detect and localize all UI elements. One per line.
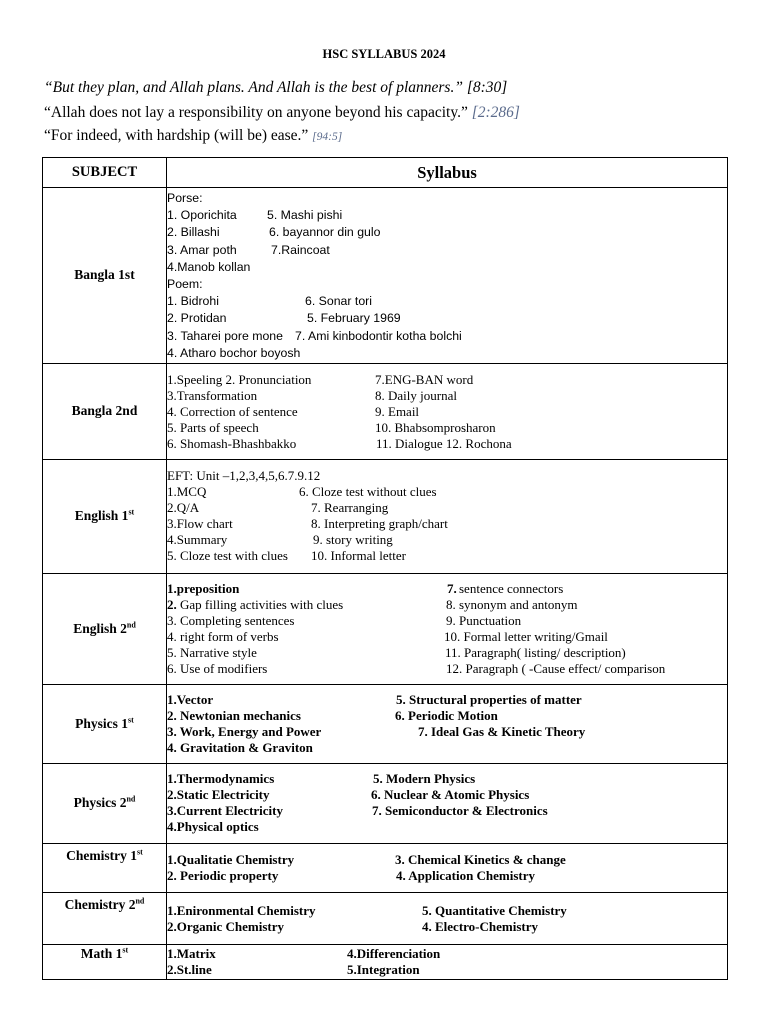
quote-2-ref: [2:286] [471,104,520,121]
subject-bangla-1st: Bangla 1st [43,188,167,364]
syllabus-item-text: 6. Cloze test without clues [299,484,437,500]
syllabus-item-text: 2. Protidan [167,311,227,326]
syllabus-english-2nd [167,573,728,684]
quote-1-ref-open: [ [462,79,473,96]
list-item [167,388,727,404]
subject-english-2nd [43,573,167,684]
subject-math-1st [43,944,167,979]
list-item [167,484,727,500]
quote-2-text: “Allah does not lay a responsibility on anyone beyond his capacity.” [44,104,468,121]
list-item [167,311,727,328]
table-row [43,944,728,979]
subject-label-part: st [122,945,129,955]
syllabus-item-text: 4. Correction of sentence [167,403,298,419]
syllabus-item-text: 4.Differenciation [347,945,441,961]
list-item [167,500,727,516]
syllabus-item-text: 9. story writing [313,532,393,548]
syllabus-item-text: 1. Bidrohi [167,294,219,309]
list-item [167,225,727,242]
syllabus-item-text: 3. Work, Energy and Power [167,724,322,740]
list-item [167,420,727,436]
quote-2 [44,104,520,122]
syllabus-item-text: 6. Use of modifiers [167,660,268,676]
syllabus-item-text: 5. Quantitative Chemistry [422,902,567,918]
table-row [43,573,728,684]
syllabus-item-text: 10. Informal letter [311,548,406,564]
syllabus-item-text: 6. Shomash-Bhashbakko [167,435,297,451]
list-item [167,294,727,311]
list-item [167,692,727,708]
syllabus-item-text: 10. Formal letter writing/Gmail [444,628,608,644]
subject-label-part: nd [135,896,145,906]
list-item [167,404,727,420]
subject-label-part: nd [126,620,136,630]
syllabus-item-text: 1.Matrix [167,945,216,961]
syllabus-item-text: 5. Parts of speech [167,419,259,435]
syllabus-item-text: 7.Raincoat [271,242,330,257]
syllabus-item-text: 1.preposition [167,580,240,596]
subject-label-part: st [128,507,135,517]
syllabus-item-text: 5. Narrative style [167,644,257,660]
list-item [167,468,727,484]
syllabus-item-text: 4.Summary [167,532,228,548]
syllabus-item-text: 5.Integration [347,961,420,977]
syllabus-physics-2nd [167,763,728,843]
list-item [167,243,727,260]
subject-label-part: Chemistry 1 [66,847,138,863]
header-syllabus: Syllabus [167,158,728,188]
subject-english-1st [43,459,167,573]
syllabus-item-text: 1.Vector [167,692,214,708]
syllabus-item-text: 5. Modern Physics [373,771,476,787]
syllabus-item-text: sentence connectors [459,580,564,596]
syllabus-item-text: 3.Current Electricity [167,803,283,819]
syllabus-item-text: 2. [167,596,177,612]
subject-label-part: Math 1 [80,945,123,961]
table-row [43,763,728,843]
header-subject: SUBJECT [43,158,167,188]
syllabus-item-text: 4. Application Chemistry [396,867,536,883]
subject-label-part: st [128,715,134,725]
syllabus-item-text: 4.Physical optics [167,819,259,835]
syllabus-item-text: 4. Electro-Chemistry [422,918,539,934]
syllabus-bangla-2nd [167,363,728,459]
syllabus-item-text: 4. right form of verbs [167,628,279,644]
list-item [167,436,727,452]
subject-physics-2nd [43,763,167,843]
subject-chemistry-1st [43,843,167,892]
subject-label-part: nd [126,794,136,804]
syllabus-item-text: 9. Punctuation [446,612,522,628]
table-row [43,892,728,944]
syllabus-item-text: 12. Paragraph ( -Cause effect/ comparison [446,660,666,676]
syllabus-item-text: 1.MCQ [167,484,207,500]
syllabus-item-text: 6. Periodic Motion [395,708,498,724]
syllabus-item-text: Gap filling activities with clues [180,596,344,612]
list-item [167,260,727,277]
syllabus-table [42,157,728,980]
syllabus-item-text: 4. Gravitation & Graviton [167,740,313,756]
table-row [43,459,728,573]
syllabus-chemistry-1st [167,843,728,892]
list-item [167,516,727,532]
list-item [167,548,727,564]
syllabus-item-text: 3. Completing sentences [167,612,295,628]
subject-label-part: Physics 2 [73,795,127,811]
list-item [167,946,727,962]
list-item [167,903,727,919]
syllabus-item-text: Porse: [167,191,203,205]
syllabus-item-text: 3.Transformation [167,387,258,403]
syllabus-item-text: 3. Taharei pore mone [167,328,283,343]
syllabus-item-text: 5. Structural properties of matter [396,692,582,708]
list-item [167,191,727,208]
syllabus-item-text: 4.Manob kollan [167,259,251,274]
syllabus-item-text: 5. Cloze test with clues [167,548,288,564]
syllabus-item-text: 1.Thermodynamics [167,771,275,787]
list-item [167,346,727,363]
list-item [167,724,727,740]
syllabus-item-text: 9. Email [375,403,420,419]
subject-label-part: English 1 [74,508,129,524]
syllabus-item-text: Poem: [167,276,203,291]
list-item [167,277,727,294]
syllabus-item-text: 1. Oporichita [167,208,237,223]
list-item [167,787,727,803]
list-item [167,819,727,835]
syllabus-item-text: EFT: Unit –1,2,3,4,5,6.7.9.12 [167,468,321,484]
syllabus-item-text: 6. Nuclear & Atomic Physics [371,787,530,803]
syllabus-item-text: 7. [447,580,457,596]
list-item [167,329,727,346]
quote-3-ref: [94:5] [312,131,343,143]
list-item [167,852,727,868]
syllabus-item-text: 5. Mashi pishi [267,208,343,223]
subject-chemistry-2nd [43,892,167,944]
list-item [167,581,727,597]
syllabus-item-text: 1.Enironmental Chemistry [167,902,316,918]
syllabus-item-text: 2.St.line [167,961,212,977]
syllabus-item-text: 8. Daily journal [375,387,457,403]
syllabus-item-text: 11. Paragraph( listing/ description) [445,644,626,660]
syllabus-chemistry-2nd [167,892,728,944]
syllabus-item-text: 7. Ami kinbodontir kotha bolchi [295,328,462,343]
quote-1-text: “But they plan, and Allah plans. And Allah is the best of planners.” [44,79,463,96]
list-item [167,613,727,629]
syllabus-item-text: 3.Flow chart [167,516,233,532]
syllabus-item-text: 2.Static Electricity [167,787,270,803]
list-item [167,208,727,225]
syllabus-item-text: 11. Dialogue 12. Rochona [376,435,512,451]
syllabus-item-text: 8. synonym and antonym [446,596,578,612]
syllabus-item-text: 6. Sonar tori [305,294,372,309]
syllabus-item-text: 1.Speeling 2. Pronunciation [167,371,312,387]
list-item [167,532,727,548]
subject-label-part: st [137,847,143,857]
subject-label-part: Physics 1 [75,715,129,731]
syllabus-item-text: 8. Interpreting graph/chart [311,516,448,532]
syllabus-item-text: 2.Q/A [167,500,200,516]
syllabus-item-text: 2. Periodic property [167,867,279,883]
syllabus-math-1st [167,944,728,979]
list-item [167,919,727,935]
subject-label-part: English 2 [73,620,127,636]
list-item [167,597,727,613]
list-item [167,803,727,819]
syllabus-item-text: 1.Qualitatie Chemistry [167,851,295,867]
syllabus-item-text: 6. bayannor din gulo [269,225,381,240]
syllabus-item-text: 2.Organic Chemistry [167,918,284,934]
syllabus-physics-1st [167,684,728,763]
table-row [43,843,728,892]
syllabus-bangla-1st [167,188,728,364]
syllabus-item-text: 7. Semiconductor & Electronics [372,803,548,819]
subject-label-part: Chemistry 2 [64,896,136,912]
syllabus-item-text: 3. Chemical Kinetics & change [395,851,566,867]
syllabus-item-text: 2. Billashi [167,225,220,240]
quote-3-text: “For indeed, with hardship (will be) ease.” [44,127,309,144]
quote-1 [44,79,507,97]
list-item [167,661,727,677]
list-item [167,740,727,756]
syllabus-item-text: 4. Atharo bochor boyosh [167,345,301,360]
table-row [43,188,728,364]
quote-3 [44,127,342,145]
subject-bangla-2nd: Bangla 2nd [43,363,167,459]
list-item [167,645,727,661]
table-row [43,684,728,763]
quote-1-ref-close: ] [501,79,508,96]
list-item [167,708,727,724]
list-item [167,372,727,388]
quote-1-ref: 8:30 [472,79,502,96]
table-header-row [43,158,728,188]
syllabus-item-text: 7.ENG-BAN word [375,371,474,387]
subject-physics-1st [43,684,167,763]
syllabus-item-text: 2. Newtonian mechanics [167,708,301,724]
syllabus-item-text: 7. Ideal Gas & Kinetic Theory [418,724,586,740]
list-item [167,962,727,978]
list-item [167,629,727,645]
syllabus-item-text: 10. Bhabsomprosharon [375,419,496,435]
syllabus-english-1st [167,459,728,573]
list-item [167,868,727,884]
list-item [167,771,727,787]
document-title: HSC SYLLABUS 2024 [322,47,446,61]
syllabus-item-text: 5. February 1969 [307,311,401,326]
syllabus-item-text: 3. Amar poth [167,242,237,257]
table-row [43,363,728,459]
syllabus-item-text: 7. Rearranging [311,500,389,516]
